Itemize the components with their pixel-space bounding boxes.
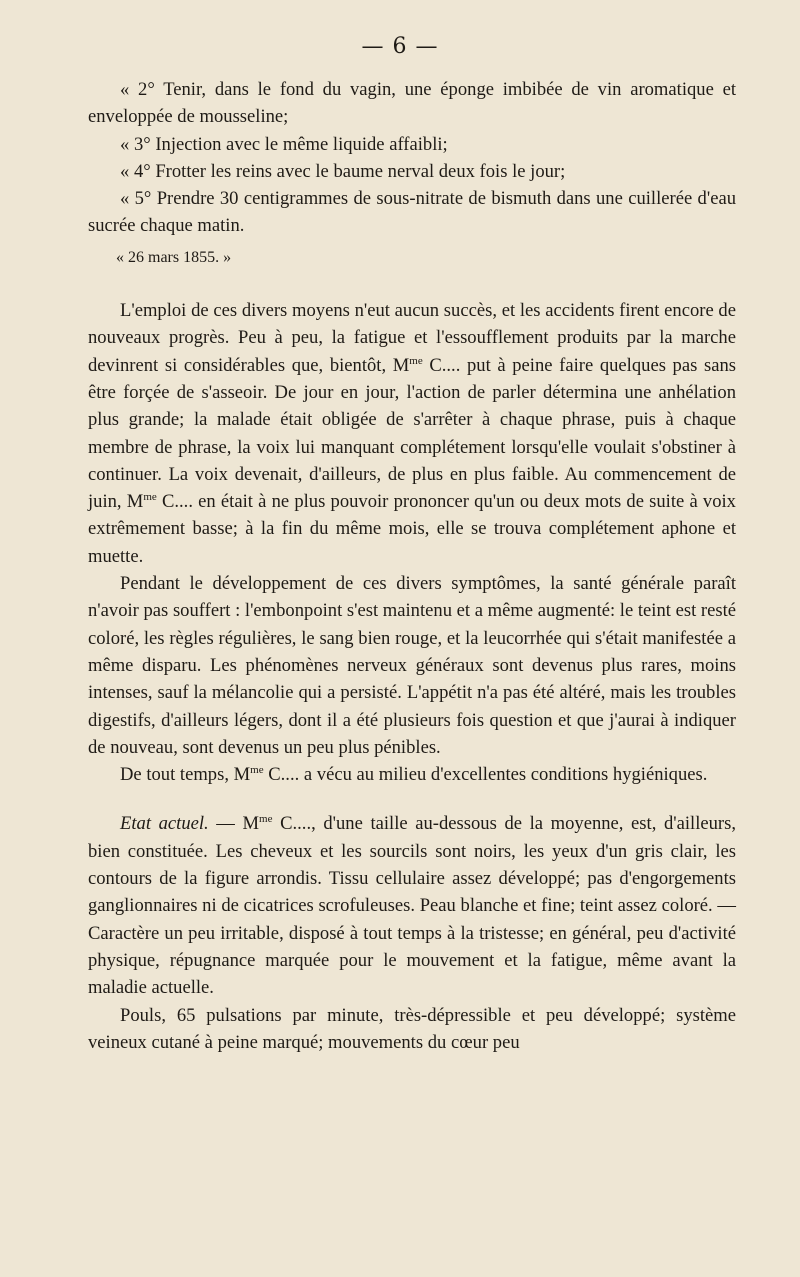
prescription-item-5: « 5° Prendre 30 centigrammes de sous-nitrate de bismuth dans une cuillerée d'eau sucrée chaque matin. bbox=[88, 188, 736, 237]
prescription-item-2: « 2° Tenir, dans le fond du vagin, une éponge imbibée de vin aromatique et enveloppée de mousseline; bbox=[88, 79, 736, 128]
prescription-item-3: « 3° Injection avec le même liquide affaibli; bbox=[120, 133, 448, 155]
paragraph-hygiene: De tout temps, $M^{me}$ C.... a vécu au milieu d'excellentes conditions hygiéniques. bbox=[120, 763, 708, 786]
paragraph-treatment-failure: L'emploi de ces divers moyens n'eut aucun succès, et les accidents firent encore de nouveaux progrès. Peu à peu, la fatigue et l'essoufflement produits par la marche devinrent si considérables que, bientôt, $M^{me}$ C.... put à peine faire quelques pas sans être forçée de s'asseoir. De jour en jour, l'action de parler détermina une anhélation plus grande; la malade était obligée de s'arrêter à chaque phrase, puis à chaque membre de phrase, la voix lui manquant complétement lorsqu'elle voulait s'obstiner à continuer. La voix devenait, d'ailleurs, de plus en plus faible. Au commencement de juin, $M^{me}$ C.... en était à ne plus pouvoir prononcer qu'un ou deux mots de suite à voix extrêmement basse; à la fin du même mois, elle se trouva complétement aphone et muette. bbox=[88, 300, 736, 567]
paragraph-pulse: Pouls, 65 pulsations par minute, très-dépressible et peu développé; système veineux cutané à peine marqué; mouvements du cœur peu bbox=[88, 1004, 736, 1053]
paragraph-general-health: Pendant le développement de ces divers symptômes, la santé générale paraît n'avoir pas souffert : l'embonpoint s'est maintenu et a même augmenté: le teint est resté coloré, les règles régulières, le sang bien rouge, et la leucorrhée qui s'était manifestée a même disparu. Les phénomènes nerveux généraux sont devenus plus rares, moins intenses, sauf la mélancolie qui a persisté. L'appétit n'a pas été altéré, mais les troubles digestifs, d'ailleurs légers, dont il a été plusieurs fois question et que j'aurai à indiquer de nouveau, sont devenus un peu plus pénibles. bbox=[88, 573, 736, 758]
page-number: — 6 — bbox=[361, 34, 439, 59]
page-text bbox=[88, 76, 736, 1056]
paragraph-current-state: Etat actuel. — $M^{me}$ C...., d'une taille au-dessous de la moyenne, est, d'ailleurs, bien constituée. Les cheveux et les sourcils sont noirs, les yeux d'un gris clair, les contours de la figure arrondis. Tissu cellulaire assez développé; pas d'engorgements ganglionnaires ni de cicatrices scrofuleuses. Peau blanche et fine; teint assez coloré. — Caractère un peu irritable, disposé à tout temps à la tristesse; en général, peu d'activité physique, répugnance marquée pour le mouvement et la fatigue, même avant la maladie actuelle. bbox=[88, 813, 736, 999]
prescription-item-4: « 4° Frotter les reins avec le baume nerval deux fois le jour; bbox=[120, 160, 566, 182]
section-label: Etat actuel. bbox=[120, 813, 209, 835]
prescription-date: « 26 mars 1855. » bbox=[116, 248, 232, 266]
